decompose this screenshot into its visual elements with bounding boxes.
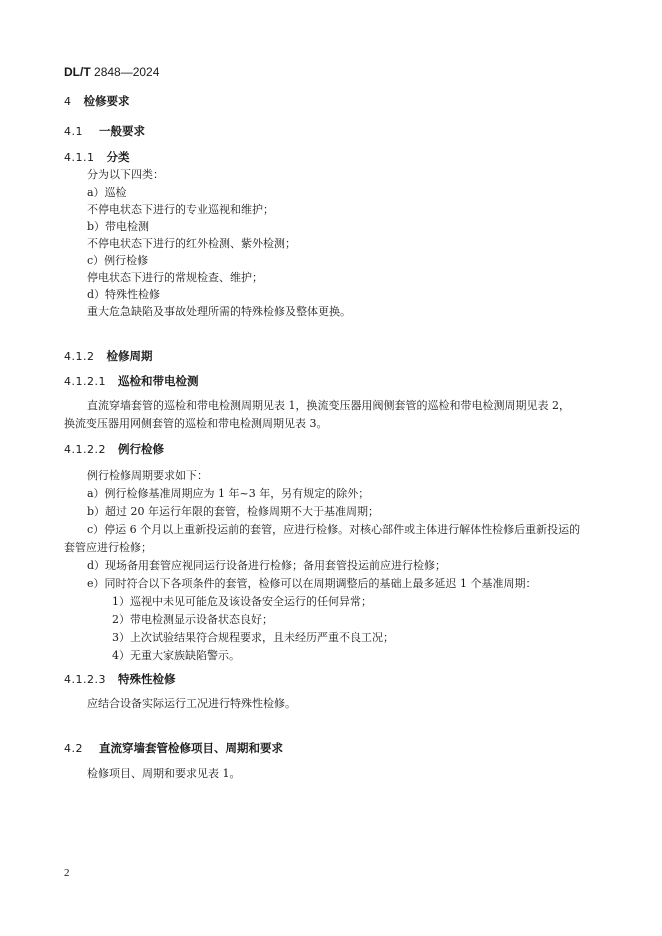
section-number: 4.1.2.3 [64, 673, 106, 686]
section-title: 巡检和带电检测 [118, 374, 199, 388]
classify-intro: 分为以下四类： [87, 168, 164, 181]
routine-sub-item-2: 2）带电检测显示设备状态良好； [112, 613, 273, 626]
section-title: 例行检修 [118, 442, 164, 456]
classify-item-c-desc: 停电状态下进行的常规检查、维护； [87, 271, 263, 284]
section-title: 一般要求 [99, 124, 146, 138]
section-4-heading [64, 94, 130, 109]
routine-item-c-line1: c）停运 6 个月以上重新投运前的套管，应进行检修。对核心部件或主体进行解体性检修后重新投运的 [87, 523, 581, 536]
section-title: 特殊性检修 [118, 672, 176, 686]
document-code [64, 65, 159, 79]
page-number: 2 [64, 867, 70, 879]
routine-item-c-line2: 套管应进行检修； [64, 541, 152, 554]
section-4-1-2-1-heading [64, 374, 199, 389]
section-title: 直流穿墙套管检修项目、周期和要求 [99, 741, 284, 755]
routine-intro: 例行检修周期要求如下： [87, 469, 208, 482]
section-4-1-2-heading [64, 349, 153, 364]
doc-number: 2848—2024 [94, 65, 160, 79]
classify-item-d-label: d）特殊性检修 [87, 288, 161, 301]
classify-item-c-label: c）例行检修 [87, 254, 149, 267]
routine-item-a: a）例行检修基准周期应为 1 年~3 年，另有规定的除外； [87, 487, 370, 500]
routine-item-d: d）现场备用套管应视同运行设备进行检修；备用套管投运前应进行检修； [87, 559, 447, 572]
section-4-1-2-2-heading [64, 442, 164, 457]
paragraph-4-1-2-1-line2: 换流变压器用网侧套管的巡检和带电检测周期见表 3。 [64, 417, 328, 430]
classify-item-b-desc: 不停电状态下进行的红外检测、紫外检测； [87, 237, 296, 250]
section-4-1-2-3-heading [64, 672, 176, 687]
classify-item-a-desc: 不停电状态下进行的专业巡视和维护； [87, 203, 274, 216]
section-number: 4.1.2 [64, 350, 95, 363]
paragraph-4-1-2-3: 应结合设备实际运行工况进行特殊性检修。 [87, 697, 296, 710]
routine-item-e: e）同时符合以下各项条件的套管，检修可以在周期调整后的基础上最多延迟 1 个基准周期： [87, 577, 537, 590]
section-number: 4.1 [64, 125, 83, 138]
section-number: 4.2 [64, 742, 83, 755]
routine-sub-item-1: 1）巡视中未见可能危及该设备安全运行的任何异常； [112, 595, 372, 608]
routine-sub-item-3: 3）上次试验结果符合规程要求，且未经历严重不良工况； [112, 631, 394, 644]
doc-code: DL/T [64, 65, 91, 79]
section-number: 4.1.2.2 [64, 443, 106, 456]
section-4-1-1-heading [64, 150, 130, 165]
classify-item-d-desc: 重大危急缺陷及事故处理所需的特殊检修及整体更换。 [87, 305, 351, 318]
paragraph-4-2: 检修项目、周期和要求见表 1。 [87, 767, 241, 780]
section-number: 4 [64, 95, 72, 108]
paragraph-4-1-2-1-line1: 直流穿墙套管的巡检和带电检测周期见表 1，换流变压器用阀侧套管的巡检和带电检测周期见表 2， [87, 399, 570, 412]
classify-item-a-label: a）巡检 [87, 186, 127, 199]
section-4-2-heading [64, 741, 283, 756]
routine-item-b: b）超过 20 年运行年限的套管，检修周期不大于基准周期； [87, 505, 380, 518]
section-4-1-heading [64, 124, 145, 139]
section-title: 分类 [106, 150, 130, 164]
section-title: 检修要求 [83, 94, 130, 108]
section-number: 4.1.2.1 [64, 375, 106, 388]
section-title: 检修周期 [106, 349, 153, 363]
section-number: 4.1.1 [64, 151, 95, 164]
routine-sub-item-4: 4）无重大家族缺陷警示。 [112, 649, 240, 662]
classify-item-b-label: b）带电检测 [87, 220, 150, 233]
